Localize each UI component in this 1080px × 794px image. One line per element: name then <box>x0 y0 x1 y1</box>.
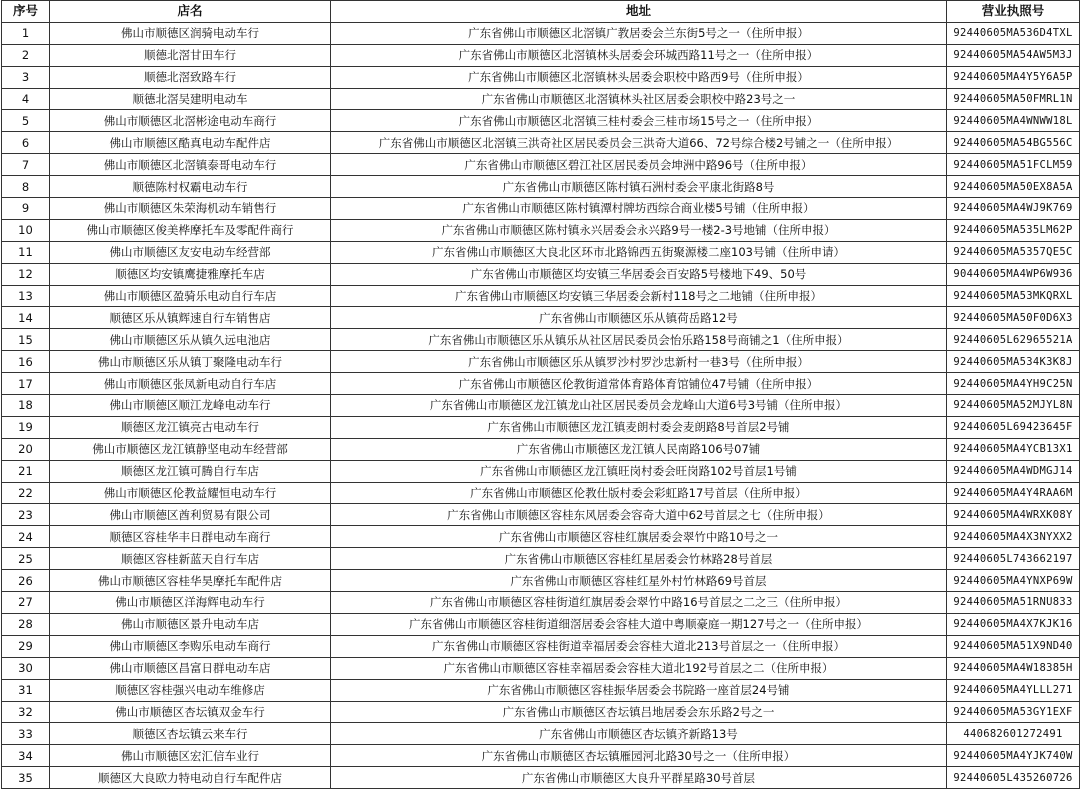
row-index: 15 <box>2 329 50 351</box>
row-shop-name: 佛山市顺德区容桂华昊摩托车配件店 <box>50 570 331 592</box>
row-index: 31 <box>2 679 50 701</box>
row-address: 广东省佛山市顺德区均安镇三华居委会新村118号之二地铺（住所申报） <box>331 285 947 307</box>
table-row <box>2 701 1080 723</box>
row-license-number: 92440605MA4W18385H <box>947 657 1080 679</box>
row-address: 广东省佛山市顺德区乐从镇乐从社区居民委员会怡乐路158号商铺之1（住所申报） <box>331 329 947 351</box>
row-address: 广东省佛山市顺德区伦教仕版村委会彩虹路17号首层（住所申报） <box>331 482 947 504</box>
table-body <box>2 22 1080 788</box>
row-address: 广东省佛山市顺德区龙江镇龙山社区居民委员会龙峰山大道6号3号铺（住所申报） <box>331 395 947 417</box>
row-index: 29 <box>2 635 50 657</box>
row-license-number: 92440605MA4YNXP69W <box>947 570 1080 592</box>
row-index: 24 <box>2 526 50 548</box>
table-row <box>2 132 1080 154</box>
row-shop-name: 顺德区龙江镇可腾自行车店 <box>50 460 331 482</box>
row-index: 2 <box>2 44 50 66</box>
row-address: 广东省佛山市顺德区北滘镇广教居委会兰东街5号之一（住所申报） <box>331 22 947 44</box>
row-license-number: 92440605MA50FMRL1N <box>947 88 1080 110</box>
row-shop-name: 佛山市顺德区乐从镇久远电池店 <box>50 329 331 351</box>
table-row <box>2 635 1080 657</box>
row-address: 广东省佛山市顺德区陈村镇潭村牌坊西综合商业楼5号铺（住所申报） <box>331 198 947 220</box>
table-row <box>2 482 1080 504</box>
row-index: 6 <box>2 132 50 154</box>
header-shop-name: 店名 <box>50 1 331 23</box>
row-shop-name: 佛山市顺德区顺江龙峰电动车行 <box>50 395 331 417</box>
row-license-number: 92440605MA50F0D6X3 <box>947 307 1080 329</box>
row-index: 23 <box>2 504 50 526</box>
row-shop-name: 顺德区容桂强兴电动车维修店 <box>50 679 331 701</box>
table-row <box>2 263 1080 285</box>
row-shop-name: 顺德北滘致路车行 <box>50 66 331 88</box>
table-row <box>2 22 1080 44</box>
table-row <box>2 395 1080 417</box>
row-address: 广东省佛山市顺德区北滘镇三桂村委会三桂市场15号之一（住所申报） <box>331 110 947 132</box>
row-license-number: 92440605MA54BG556C <box>947 132 1080 154</box>
row-address: 广东省佛山市顺德区杏坛镇齐新路13号 <box>331 723 947 745</box>
row-index: 22 <box>2 482 50 504</box>
row-index: 32 <box>2 701 50 723</box>
row-license-number: 92440605MA51X9ND40 <box>947 635 1080 657</box>
row-shop-name: 佛山市顺德区景升电动车店 <box>50 613 331 635</box>
table-row <box>2 526 1080 548</box>
table-row <box>2 329 1080 351</box>
row-license-number: 92440605MA4WNWW18L <box>947 110 1080 132</box>
table-row <box>2 307 1080 329</box>
table-header-row <box>2 1 1080 23</box>
row-shop-name: 顺德区容桂新蓝天自行车店 <box>50 548 331 570</box>
row-license-number: 92440605MA50EX8A5A <box>947 176 1080 198</box>
row-address: 广东省佛山市顺德区碧江社区居民委员会坤洲中路96号（住所申报） <box>331 154 947 176</box>
header-license-number: 营业执照号 <box>947 1 1080 23</box>
table-row <box>2 351 1080 373</box>
row-license-number: 92440605L435260726 <box>947 767 1080 789</box>
row-index: 14 <box>2 307 50 329</box>
row-shop-name: 佛山市顺德区润骑电动车行 <box>50 22 331 44</box>
row-license-number: 92440605MA4Y5Y6A5P <box>947 66 1080 88</box>
row-license-number: 92440605L743662197 <box>947 548 1080 570</box>
row-index: 5 <box>2 110 50 132</box>
row-index: 19 <box>2 416 50 438</box>
row-license-number: 92440605MA4YH9C25N <box>947 373 1080 395</box>
row-address: 广东省佛山市顺德区容桂红旗居委会翠竹中路10号之一 <box>331 526 947 548</box>
table-row <box>2 438 1080 460</box>
row-address: 广东省佛山市顺德区龙江镇麦朗村委会麦朗路8号首层2号铺 <box>331 416 947 438</box>
table-row <box>2 66 1080 88</box>
row-shop-name: 顺德北滘甘田车行 <box>50 44 331 66</box>
row-shop-name: 佛山市顺德区洋海辉电动车行 <box>50 592 331 614</box>
table-row <box>2 198 1080 220</box>
header-address: 地址 <box>331 1 947 23</box>
row-index: 18 <box>2 395 50 417</box>
row-shop-name: 顺德陈村权霸电动车行 <box>50 176 331 198</box>
table-row <box>2 110 1080 132</box>
row-address: 广东省佛山市顺德区大良升平群星路30号首层 <box>331 767 947 789</box>
row-index: 28 <box>2 613 50 635</box>
table-row <box>2 504 1080 526</box>
row-address: 广东省佛山市顺德区北滘镇三洪奇社区居民委员会三洪奇大道66、72号综合楼2号铺之一（住所申报） <box>331 132 947 154</box>
row-license-number: 92440605MA4YJK740W <box>947 745 1080 767</box>
table-row <box>2 745 1080 767</box>
table-row <box>2 613 1080 635</box>
row-shop-name: 佛山市顺德区朱荣海机动车销售行 <box>50 198 331 220</box>
row-index: 34 <box>2 745 50 767</box>
row-index: 35 <box>2 767 50 789</box>
row-address: 广东省佛山市顺德区容桂街道红旗居委会翠竹中路16号首层之二之三（住所申报） <box>331 592 947 614</box>
row-shop-name: 佛山市顺德区宏汇信车业行 <box>50 745 331 767</box>
row-license-number: 92440605MA4X7KJK16 <box>947 613 1080 635</box>
row-address: 广东省佛山市顺德区容桂红星居委会竹林路28号首层 <box>331 548 947 570</box>
row-address: 广东省佛山市顺德区杏坛镇吕地居委会东乐路2号之一 <box>331 701 947 723</box>
row-address: 广东省佛山市顺德区陈村镇永兴居委会永兴路9号一楼2-3号地铺（住所申报） <box>331 219 947 241</box>
row-shop-name: 佛山市顺德区北滘镇泰哥电动车行 <box>50 154 331 176</box>
row-shop-name: 佛山市顺德区张凤新电动自行车店 <box>50 373 331 395</box>
row-license-number: 92440605MA53MKQRXL <box>947 285 1080 307</box>
row-shop-name: 佛山市顺德区伦教益耀恒电动车行 <box>50 482 331 504</box>
table-row <box>2 570 1080 592</box>
row-address: 广东省佛山市顺德区均安镇三华居委会百安路5号楼地下49、50号 <box>331 263 947 285</box>
row-address: 广东省佛山市顺德区容桂街道细滘居委会容桂大道中粤顺豪庭一期127号之一（住所申报） <box>331 613 947 635</box>
table-row <box>2 657 1080 679</box>
row-shop-name: 佛山市顺德区李购乐电动车商行 <box>50 635 331 657</box>
table-row <box>2 176 1080 198</box>
row-license-number: 90440605MA4WP6W936 <box>947 263 1080 285</box>
row-license-number: 92440605MA4WDMGJ14 <box>947 460 1080 482</box>
row-shop-name: 佛山市顺德区昌富日群电动车店 <box>50 657 331 679</box>
row-shop-name: 佛山市顺德区乐从镇丁聚隆电动车行 <box>50 351 331 373</box>
row-license-number: 92440605MA4WRXK08Y <box>947 504 1080 526</box>
table-row <box>2 219 1080 241</box>
table-row <box>2 373 1080 395</box>
table-row <box>2 592 1080 614</box>
row-shop-name: 佛山市顺德区杏坛镇双金车行 <box>50 701 331 723</box>
row-license-number: 92440605MA5357QE5C <box>947 241 1080 263</box>
table-row <box>2 88 1080 110</box>
row-address: 广东省佛山市顺德区大良北区环市北路锦西五街聚源楼二座103号铺（住所申请） <box>331 241 947 263</box>
row-license-number: 92440605MA54AW5M3J <box>947 44 1080 66</box>
row-index: 7 <box>2 154 50 176</box>
row-index: 30 <box>2 657 50 679</box>
row-index: 13 <box>2 285 50 307</box>
row-address: 广东省佛山市顺德区容桂振华居委会书院路一座首层24号铺 <box>331 679 947 701</box>
table-row <box>2 44 1080 66</box>
row-address: 广东省佛山市顺德区乐从镇罗沙村罗沙忠新村一巷3号（住所申报） <box>331 351 947 373</box>
row-license-number: 92440605MA4YLLL271 <box>947 679 1080 701</box>
row-address: 广东省佛山市顺德区北滘镇林头社区居委会职校中路23号之一 <box>331 88 947 110</box>
row-index: 3 <box>2 66 50 88</box>
row-license-number: 92440605MA51FCLM59 <box>947 154 1080 176</box>
table-row <box>2 460 1080 482</box>
row-shop-name: 顺德区杏坛镇云来车行 <box>50 723 331 745</box>
row-license-number: 92440605L69423645F <box>947 416 1080 438</box>
row-index: 12 <box>2 263 50 285</box>
row-address: 广东省佛山市顺德区北滘镇林头居委会环城西路11号之一（住所申报） <box>331 44 947 66</box>
row-license-number: 440682601272491 <box>947 723 1080 745</box>
row-shop-name: 顺德区龙江镇亮古电动车行 <box>50 416 331 438</box>
row-license-number: 92440605MA4WJ9K769 <box>947 198 1080 220</box>
table-row <box>2 285 1080 307</box>
row-license-number: 92440605MA4X3NYXX2 <box>947 526 1080 548</box>
row-address: 广东省佛山市顺德区北滘镇林头居委会职校中路西9号（住所申报） <box>331 66 947 88</box>
row-index: 10 <box>2 219 50 241</box>
shop-license-table <box>1 0 1080 789</box>
row-index: 27 <box>2 592 50 614</box>
row-license-number: 92440605MA535LM62P <box>947 219 1080 241</box>
row-license-number: 92440605MA536D4TXL <box>947 22 1080 44</box>
row-index: 8 <box>2 176 50 198</box>
row-index: 16 <box>2 351 50 373</box>
table-row <box>2 767 1080 789</box>
table-row <box>2 241 1080 263</box>
row-address: 广东省佛山市顺德区乐从镇荷岳路12号 <box>331 307 947 329</box>
table-row <box>2 416 1080 438</box>
row-license-number: 92440605MA4Y4RAA6M <box>947 482 1080 504</box>
row-shop-name: 佛山市顺德区北滘彬途电动车商行 <box>50 110 331 132</box>
row-license-number: 92440605MA4YCB13X1 <box>947 438 1080 460</box>
row-license-number: 92440605MA52MJYL8N <box>947 395 1080 417</box>
row-shop-name: 佛山市顺德区酷真电动车配件店 <box>50 132 331 154</box>
row-index: 33 <box>2 723 50 745</box>
row-index: 9 <box>2 198 50 220</box>
row-index: 11 <box>2 241 50 263</box>
row-address: 广东省佛山市顺德区龙江镇人民南路106号07铺 <box>331 438 947 460</box>
row-index: 4 <box>2 88 50 110</box>
row-address: 广东省佛山市顺德区容桂红星外村竹林路69号首层 <box>331 570 947 592</box>
row-index: 25 <box>2 548 50 570</box>
row-address: 广东省佛山市顺德区伦教街道常体育路体育馆铺位47号铺（住所申报） <box>331 373 947 395</box>
row-shop-name: 佛山市顺德区盈骑乐电动自行车店 <box>50 285 331 307</box>
row-address: 广东省佛山市顺德区陈村镇石洲村委会平康北街路8号 <box>331 176 947 198</box>
table-row <box>2 679 1080 701</box>
row-shop-name: 顺德北滘吴建明电动车 <box>50 88 331 110</box>
row-address: 广东省佛山市顺德区容桂幸福居委会容桂大道北192号首层之二（住所申报） <box>331 657 947 679</box>
row-shop-name: 顺德区容桂华丰日群电动车商行 <box>50 526 331 548</box>
row-license-number: 92440605L62965521A <box>947 329 1080 351</box>
row-shop-name: 顺德区大良欧力特电动自行车配件店 <box>50 767 331 789</box>
row-address: 广东省佛山市顺德区杏坛镇雁园河北路30号之一（住所申报） <box>331 745 947 767</box>
row-address: 广东省佛山市顺德区龙江镇旺岗村委会旺岗路102号首层1号铺 <box>331 460 947 482</box>
row-index: 21 <box>2 460 50 482</box>
row-shop-name: 佛山市顺德区俊美桦摩托车及零配件商行 <box>50 219 331 241</box>
row-shop-name: 顺德区乐从镇辉速自行车销售店 <box>50 307 331 329</box>
row-shop-name: 佛山市顺德区酋利贸易有限公司 <box>50 504 331 526</box>
row-license-number: 92440605MA534K3K8J <box>947 351 1080 373</box>
table-row <box>2 723 1080 745</box>
row-license-number: 92440605MA53GY1EXF <box>947 701 1080 723</box>
row-address: 广东省佛山市顺德区容桂东风居委会容奇大道中62号首层之七（住所申报） <box>331 504 947 526</box>
row-index: 1 <box>2 22 50 44</box>
header-index: 序号 <box>2 1 50 23</box>
row-license-number: 92440605MA51RNU833 <box>947 592 1080 614</box>
table-row <box>2 154 1080 176</box>
table-row <box>2 548 1080 570</box>
row-shop-name: 佛山市顺德区友安电动车经营部 <box>50 241 331 263</box>
row-index: 26 <box>2 570 50 592</box>
row-shop-name: 顺德区均安镇鹰捷雅摩托车店 <box>50 263 331 285</box>
row-index: 17 <box>2 373 50 395</box>
row-index: 20 <box>2 438 50 460</box>
row-address: 广东省佛山市顺德区容桂街道幸福居委会容桂大道北213号首层之一（住所申报） <box>331 635 947 657</box>
row-shop-name: 佛山市顺德区龙江镇静坚电动车经营部 <box>50 438 331 460</box>
